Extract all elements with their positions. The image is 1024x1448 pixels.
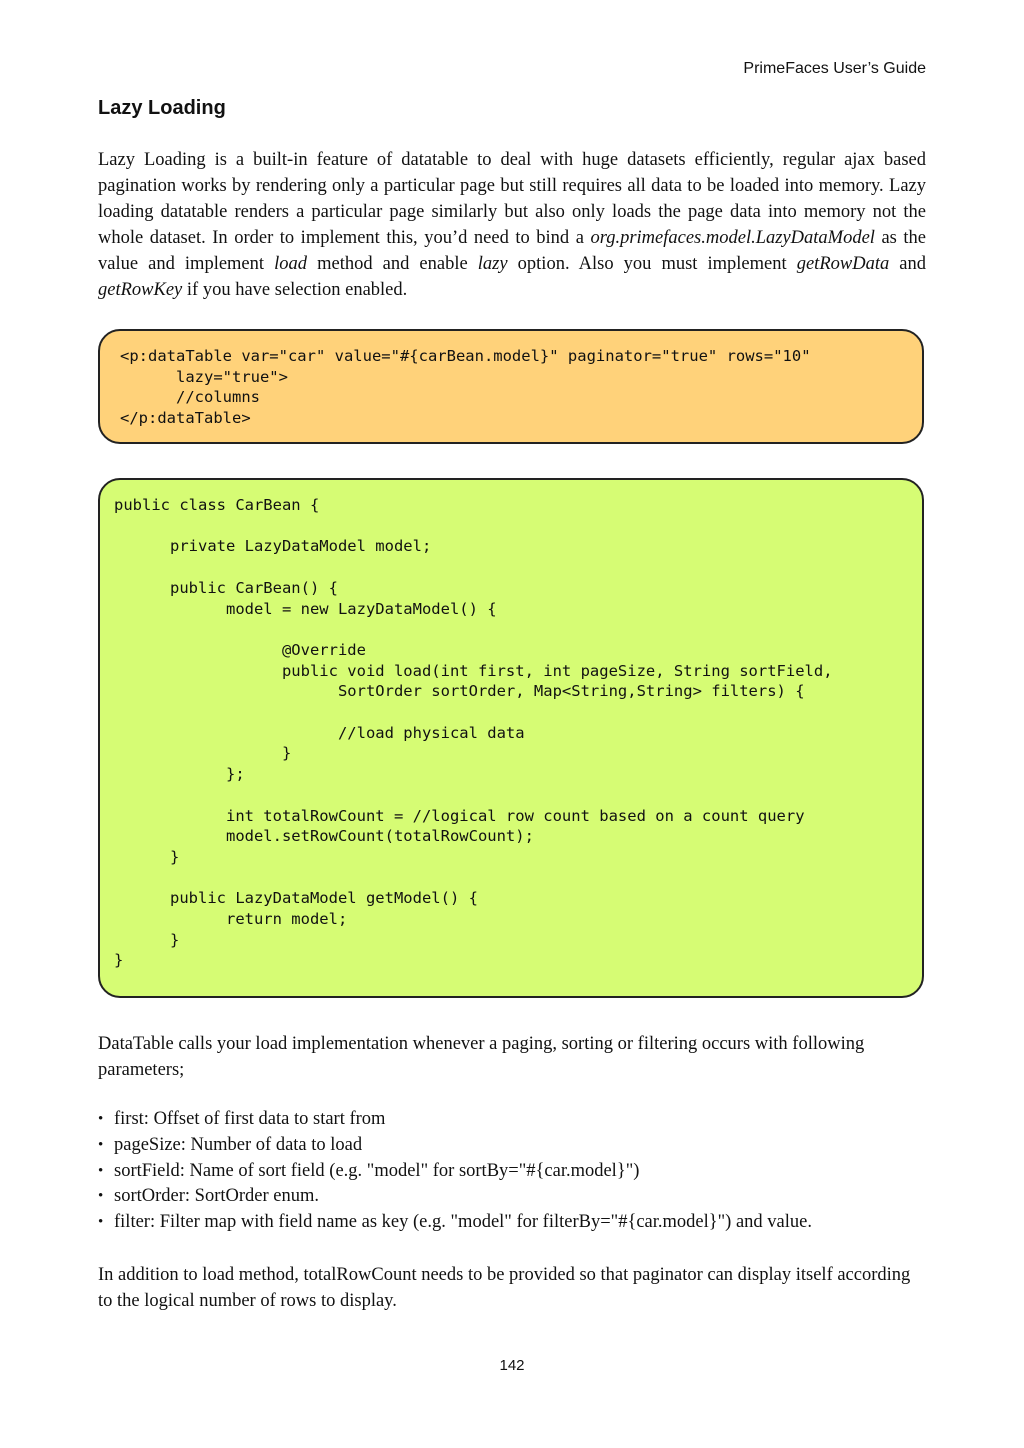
java-code-block: public class CarBean { private LazyDataModel model; public CarBean() { model = new LazyDataModel() { @Override public void load(int first, int pageSize, String sortField, SortOrder sortOrder, Map<String,String> filters) { //load physical data } }; int totalRowCount = //logical row count based on a count query model.setRowCount(totalRowCount); } public LazyDataModel getModel() { return model; } } bbox=[98, 478, 924, 998]
total-row-count-paragraph: In addition to load method, totalRowCount needs to be provided so that paginator can display itself according to the logical number of rows to display. bbox=[98, 1265, 911, 1311]
intro-text-3: method and enable bbox=[307, 254, 478, 274]
page-number: 142 bbox=[499, 1357, 525, 1374]
list-item: • sortField: Name of sort field (e.g. "model" for sortBy="#{car.model}") bbox=[98, 1159, 926, 1185]
list-item: • pageSize: Number of data to load bbox=[98, 1133, 926, 1159]
running-header: PrimeFaces User’s Guide bbox=[743, 60, 926, 77]
list-item: • filter: Filter map with field name as key (e.g. "model" for filterBy="#{car.model}") and value. bbox=[98, 1210, 926, 1236]
method-getrowkey: getRowKey bbox=[98, 280, 183, 300]
intro-paragraph bbox=[98, 147, 926, 303]
xhtml-code-block: <p:dataTable var="car" value="#{carBean.model}" paginator="true" rows="10" lazy="true"> //columns </p:dataTable> bbox=[98, 329, 924, 444]
intro-text-5: and bbox=[889, 254, 927, 274]
list-item: • sortOrder: SortOrder enum. bbox=[98, 1184, 926, 1210]
intro-text-2: as the value and implement bbox=[98, 228, 926, 274]
intro-text-4: option. Also you must implement bbox=[507, 254, 797, 274]
load-description-paragraph: DataTable calls your load implementation whenever a paging, sorting or filtering occurs with following parameters; bbox=[98, 1034, 865, 1080]
class-name-lazydatamodel: org.primefaces.model.LazyDataModel bbox=[590, 228, 875, 248]
method-getrowdata: getRowData bbox=[796, 254, 890, 274]
section-title: Lazy Loading bbox=[98, 97, 226, 119]
option-lazy: lazy bbox=[477, 254, 508, 274]
list-item: • first: Offset of first data to start from bbox=[98, 1107, 926, 1133]
intro-text-1: Lazy Loading is a built-in feature of datatable to deal with huge datasets efficiently, regular ajax based pagination works by rendering only a particular page but still requires all data to be loaded into memory. Lazy loading datatable renders a particular page similarly but also only loads the page data into memory not the whole dataset. In order to implement this, you’d need to bind a bbox=[98, 150, 926, 248]
parameter-list bbox=[98, 1107, 926, 1236]
method-load: load bbox=[274, 254, 308, 274]
intro-text-6: if you have selection enabled. bbox=[182, 280, 408, 300]
